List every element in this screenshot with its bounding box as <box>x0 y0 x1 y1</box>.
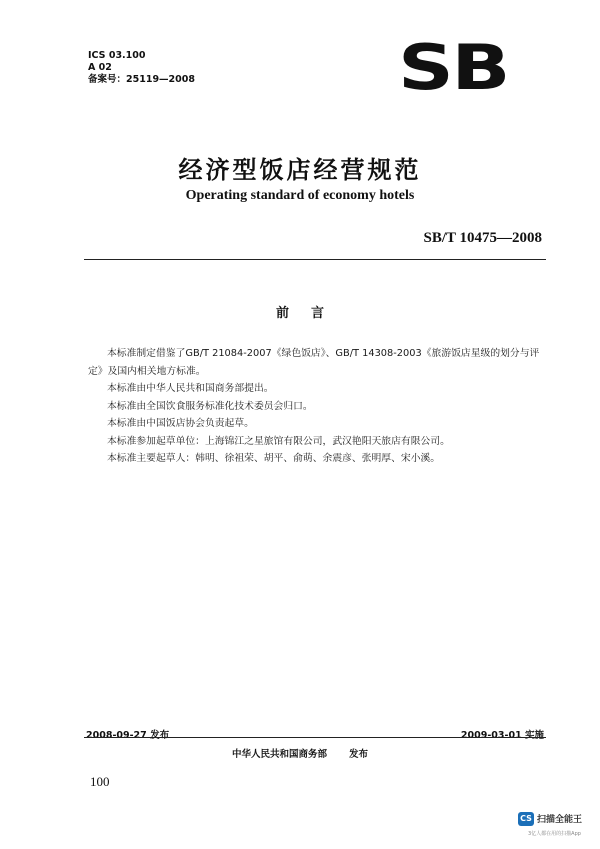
category-code: A 02 <box>88 62 112 73</box>
foreword-body <box>88 345 550 468</box>
watermark-tagline: 3亿人都在用的扫描App <box>528 831 581 837</box>
camscanner-icon: CS <box>518 812 534 826</box>
issuer-line <box>0 746 600 760</box>
implementation-date: 2009-03-01 实施 <box>460 730 544 741</box>
watermark-name: 扫描全能王 <box>537 815 583 825</box>
foreword-paragraph: 本标准制定借鉴了GB/T 21084-2007《绿色饭店》、GB/T 14308-2003《旅游饭店星级的划分与评定》及国内相关地方标准。 <box>88 348 540 377</box>
top-divider <box>84 259 546 260</box>
bottom-divider <box>84 737 546 738</box>
standard-number: SB/T 10475—2008 <box>423 230 542 246</box>
page-number: 100 <box>90 774 110 789</box>
issuer-organization: 中华人民共和国商务部 <box>231 749 327 760</box>
issue-date: 2008-09-27 发布 <box>86 730 170 741</box>
title-chinese: 经济型饭店经营规范 <box>178 156 422 184</box>
title-english: Operating standard of economy hotels <box>185 188 415 203</box>
foreword-paragraph: 本标准参加起草单位：上海锦江之星旅馆有限公司，武汉艳阳天旅店有限公司。 <box>107 435 450 447</box>
foreword-paragraph: 本标准由中国饭店协会负责起草。 <box>107 418 254 429</box>
filing-number: 备案号：25119—2008 <box>88 74 195 85</box>
foreword-paragraph: 本标准由全国饮食服务标准化技术委员会归口。 <box>107 400 313 412</box>
issuer-action: 发布 <box>349 749 369 760</box>
foreword-heading: 前言 <box>275 306 346 321</box>
sb-logo: SB <box>398 31 508 104</box>
standard-meta <box>88 50 195 86</box>
foreword-paragraph: 本标准主要起草人：韩明、徐祖荣、胡平、俞萌、余震彦、张明厚、宋小溪。 <box>107 453 441 464</box>
ics-code: ICS 03.100 <box>88 50 146 61</box>
foreword-paragraph: 本标准由中华人民共和国商务部提出。 <box>107 383 274 394</box>
